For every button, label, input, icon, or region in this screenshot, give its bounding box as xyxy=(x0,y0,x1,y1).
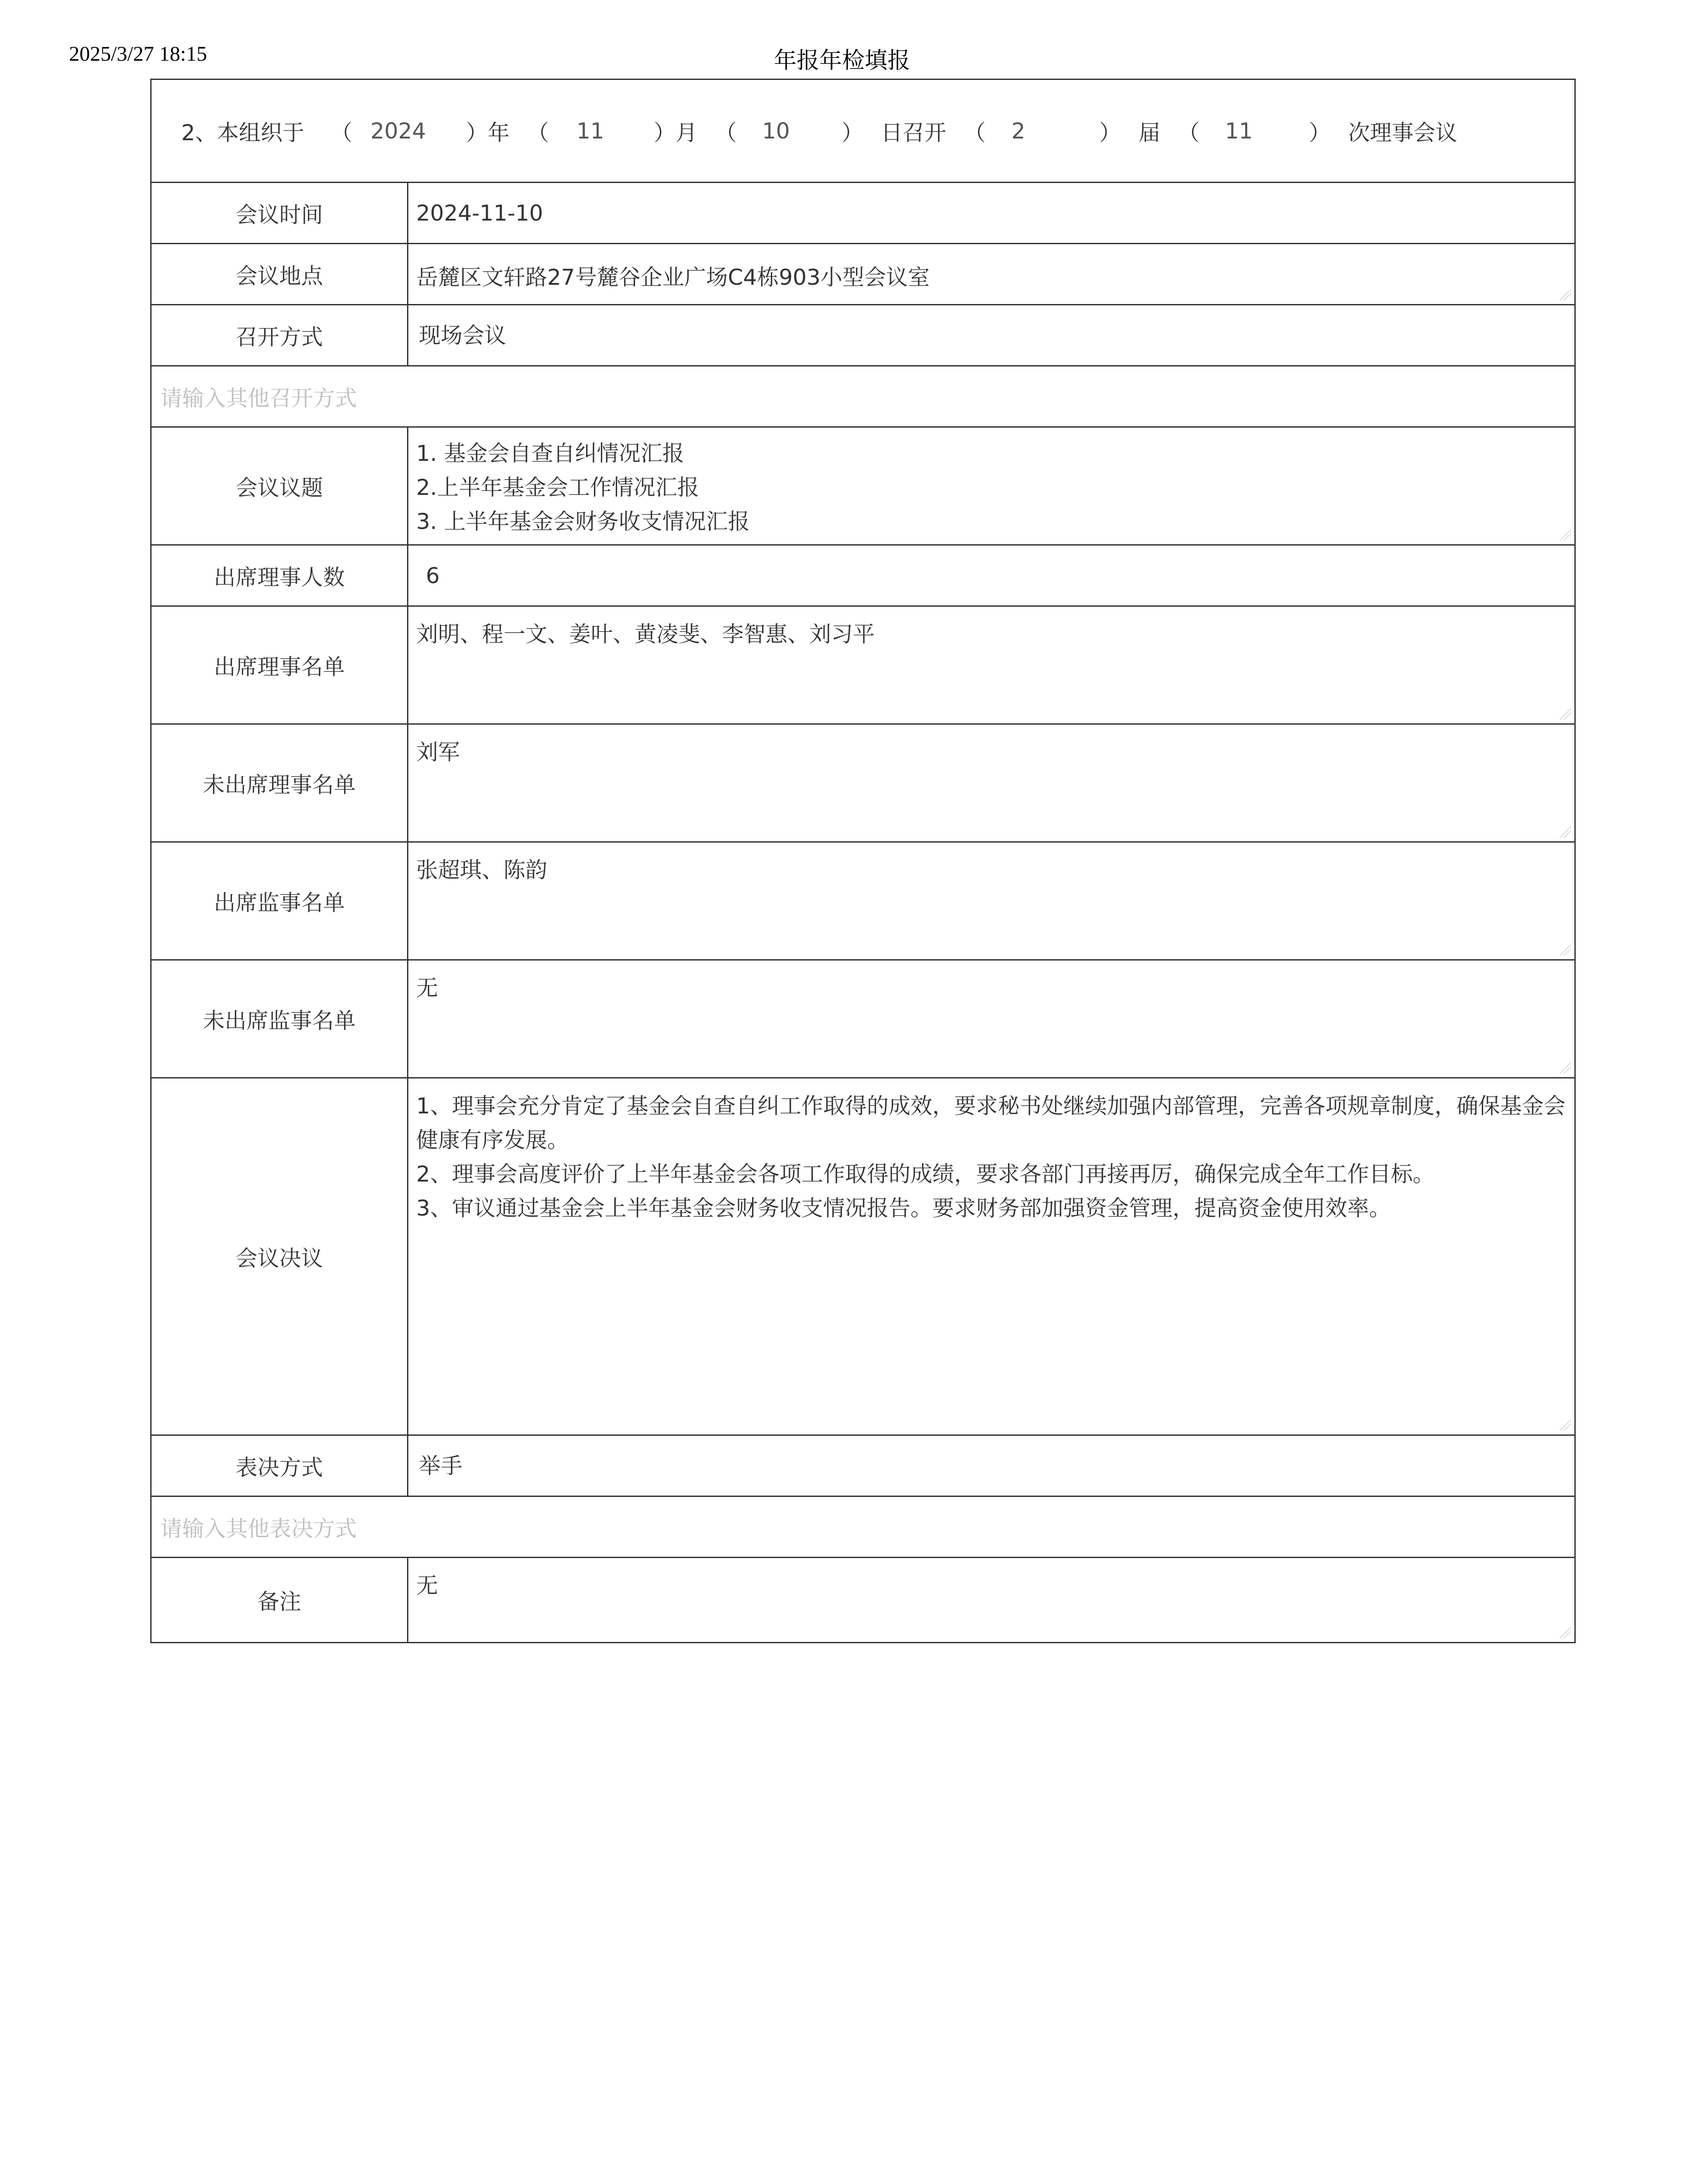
resolutions-label: 会议决议 xyxy=(152,1078,408,1434)
attending-supervisors-field[interactable] xyxy=(408,843,1574,959)
resize-handle-icon[interactable] xyxy=(1560,944,1571,956)
paren-open: （ xyxy=(963,120,986,145)
row-other-mode xyxy=(152,366,1574,428)
month-unit: 月 xyxy=(675,120,697,145)
attending-directors-label: 出席理事名单 xyxy=(152,607,408,723)
resize-handle-icon[interactable] xyxy=(1560,1627,1571,1638)
absent-directors-text: 刘军 xyxy=(416,740,460,765)
other-mode-input[interactable]: 请输入其他召开方式 xyxy=(160,385,357,411)
section-title-row xyxy=(152,80,1574,183)
count-unit: 次理事会议 xyxy=(1348,120,1457,145)
row-resolutions xyxy=(152,1078,1574,1436)
session-field[interactable]: 2 xyxy=(1011,118,1025,144)
paren-close: ） xyxy=(1308,120,1331,145)
paren-open: （ xyxy=(527,120,549,145)
paren-close: ） xyxy=(1099,120,1121,145)
attending-supervisors-label: 出席监事名单 xyxy=(152,843,408,959)
paren-close: ） xyxy=(466,120,488,145)
absent-directors-field[interactable] xyxy=(408,725,1574,841)
paren-open: （ xyxy=(1177,120,1200,145)
voting-method-label: 表决方式 xyxy=(152,1436,408,1496)
paren-open: （ xyxy=(714,120,737,145)
paren-open: （ xyxy=(330,120,352,145)
resize-handle-icon[interactable] xyxy=(1560,529,1571,541)
row-meeting-mode xyxy=(152,305,1574,366)
meeting-place-label: 会议地点 xyxy=(152,244,408,304)
resize-handle-icon[interactable] xyxy=(1560,1062,1571,1074)
row-meeting-time xyxy=(152,183,1574,244)
remarks-text: 无 xyxy=(416,1573,438,1598)
absent-supervisors-field[interactable] xyxy=(408,961,1574,1077)
paren-close: ） xyxy=(653,120,676,145)
row-attending-count xyxy=(152,546,1574,607)
meeting-mode-select[interactable]: 现场会议 xyxy=(419,322,506,348)
attending-count-label: 出席理事人数 xyxy=(152,546,408,605)
row-attending-supervisors xyxy=(152,843,1574,961)
absent-supervisors-text: 无 xyxy=(416,975,438,1001)
paren-close: ） xyxy=(841,120,863,145)
count-field[interactable]: 11 xyxy=(1225,118,1253,144)
attending-directors-field[interactable] xyxy=(408,607,1574,723)
section-prefix: 2、本组织于 xyxy=(181,120,304,145)
meeting-form xyxy=(150,79,1576,1643)
row-attending-directors xyxy=(152,607,1574,725)
resolutions-field[interactable] xyxy=(408,1078,1574,1434)
day-field[interactable]: 10 xyxy=(762,118,790,144)
print-title: 年报年检填报 xyxy=(773,48,910,73)
row-voting-method xyxy=(152,1436,1574,1497)
resize-handle-icon[interactable] xyxy=(1560,708,1571,720)
absent-directors-label: 未出席理事名单 xyxy=(152,725,408,841)
row-remarks xyxy=(152,1558,1574,1642)
attending-directors-text: 刘明、程一文、姜叶、黄凌斐、李智惠、刘习平 xyxy=(416,622,875,647)
meeting-place-field[interactable] xyxy=(408,244,1574,304)
row-meeting-place xyxy=(152,244,1574,305)
row-absent-supervisors xyxy=(152,961,1574,1078)
resize-handle-icon[interactable] xyxy=(1560,1420,1571,1431)
attending-supervisors-text: 张超琪、陈韵 xyxy=(416,857,547,883)
print-datetime: 2025/3/27 18:15 xyxy=(69,42,207,66)
agenda-text: 1. 基金会自查自纠情况汇报 2.上半年基金会工作情况汇报 3. 上半年基金会财务收支情况汇报 xyxy=(416,441,750,534)
remarks-field[interactable] xyxy=(408,1558,1574,1642)
attending-count-field[interactable]: 6 xyxy=(426,563,440,588)
row-agenda xyxy=(152,428,1574,546)
section-title xyxy=(152,115,1457,147)
month-field[interactable]: 11 xyxy=(576,118,604,144)
year-unit: 年 xyxy=(487,120,510,145)
absent-supervisors-label: 未出席监事名单 xyxy=(152,961,408,1077)
voting-method-select[interactable]: 举手 xyxy=(419,1453,462,1479)
resolutions-text: 1、理事会充分肯定了基金会自查自纠工作取得的成效，要求秘书处继续加强内部管理，完善各项规章制度，确保基金会健康有序发展。 2、理事会高度评价了上半年基金会各项工作取得的成绩，要求各部门再接再厉，确保完成全年工作目标。 3、审议通过基金会上半年基金会财务收支情况报告。要求财务部加强资金管理，提高资金使用效率。 xyxy=(416,1093,1566,1221)
agenda-field[interactable] xyxy=(408,428,1574,544)
resize-handle-icon[interactable] xyxy=(1560,289,1571,301)
resize-handle-icon[interactable] xyxy=(1560,826,1571,838)
agenda-label: 会议议题 xyxy=(152,428,408,544)
meeting-time-label: 会议时间 xyxy=(152,183,408,243)
year-field[interactable]: 2024 xyxy=(370,118,426,144)
remarks-label: 备注 xyxy=(152,1558,408,1642)
meeting-place-text: 岳麓区文轩路27号麓谷企业广场C4栋903小型会议室 xyxy=(416,264,930,290)
session-unit: 届 xyxy=(1138,120,1160,145)
day-unit: 日召开 xyxy=(880,120,946,145)
meeting-mode-label: 召开方式 xyxy=(152,305,408,365)
row-other-voting xyxy=(152,1497,1574,1558)
row-absent-directors xyxy=(152,725,1574,843)
other-voting-input[interactable]: 请输入其他表决方式 xyxy=(160,1516,357,1541)
meeting-time-field[interactable]: 2024-11-10 xyxy=(416,200,543,226)
